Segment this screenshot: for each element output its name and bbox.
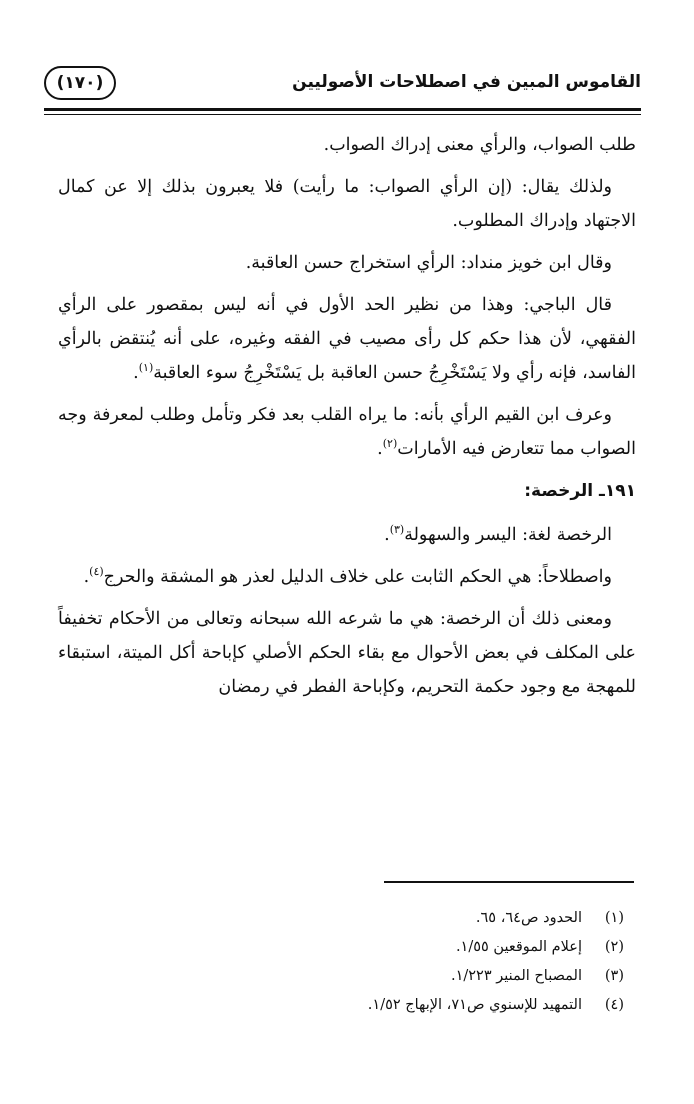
footnote-ref-3[interactable]: (٣) bbox=[389, 523, 405, 537]
footnote-number: (١) bbox=[604, 910, 624, 926]
footnote-number: (٢) bbox=[604, 939, 624, 955]
page-number: (١٧٠) bbox=[44, 66, 116, 100]
footnote-3 bbox=[64, 962, 624, 991]
footnote-number: (٤) bbox=[604, 997, 624, 1013]
body-text bbox=[58, 128, 636, 712]
paragraph-6: الرخصة لغة: اليسر والسهولة$^{(٣)}$. bbox=[384, 523, 612, 545]
paragraph-7: واصطلاحاً: هي الحكم الثابت على خلاف الدليل لعذر هو المشقة والحرج$^{(٤)}$. bbox=[83, 565, 612, 587]
section-heading: ١٩١ـ الرخصة: bbox=[524, 481, 636, 501]
paragraph-1: طلب الصواب، والرأي معنى إدراك الصواب. bbox=[323, 135, 636, 155]
footnote-text: الحدود ص٦٤، ٦٥. bbox=[475, 910, 582, 926]
paragraph-3: وقال ابن خويز منداد: الرأي استخراج حسن العاقبة. bbox=[245, 253, 612, 273]
paragraph-2: ولذلك يقال: (إن الرأي الصواب: ما رأيت) فلا يعبرون بذلك إلا عن كمال الاجتهاد وإدراك المطلوب. bbox=[58, 177, 636, 231]
footnote-text: إعلام الموقعين ١/٥٥. bbox=[455, 939, 582, 955]
page-header bbox=[44, 66, 641, 106]
footnotes bbox=[64, 904, 624, 1020]
footnote-number: (٣) bbox=[604, 968, 624, 984]
footnote-text: المصباح المنير ١/٢٢٣. bbox=[450, 968, 582, 984]
footnote-separator bbox=[384, 881, 634, 883]
book-title: القاموس المبين في اصطلاحات الأصوليين bbox=[292, 72, 641, 92]
paragraph-8: ومعنى ذلك أن الرخصة: هي ما شرعه الله سبحانه وتعالى من الأحكام تخفيفاً على المكلف في بعض الأحوال مع بقاء الحكم الأصلي كإباحة أكل الميتة، استبقاء للمهجة مع وجود حكمة التحريم، وكإباحة الفطر في رمضان bbox=[58, 609, 636, 697]
footnote-4 bbox=[64, 991, 624, 1020]
header-rule-thin bbox=[44, 114, 641, 115]
footnote-text: التمهيد للإسنوي ص٧١، الإبهاج ١/٥٢. bbox=[367, 997, 582, 1013]
paragraph-5: وعرف ابن القيم الرأي بأنه: ما يراه القلب بعد فكر وتأمل وطلب لمعرفة وجه الصواب مما تتعارض فيه الأمارات$^{(٢)}$. bbox=[58, 405, 636, 459]
footnote-ref-2[interactable]: (٢) bbox=[382, 437, 398, 451]
footnote-ref-1[interactable]: (١) bbox=[138, 361, 154, 375]
header-rule-thick bbox=[44, 108, 641, 111]
footnote-ref-4[interactable]: (٤) bbox=[89, 565, 104, 579]
footnote-2 bbox=[64, 933, 624, 962]
footnote-1 bbox=[64, 904, 624, 933]
paragraph-4: قال الباجي: وهذا من نظير الحد الأول في أنه ليس بمقصور على الرأي الفقهي، لأن هذا حكم كل رأى مصيب في الفقه وغيره، على أنه يُنتقض بالرأي الفاسد، فإنه رأي ولا يَسْتَخْرِجُ حسن العاقبة بل يَسْتَخْرِجُ سوء العاقبة$^{(١)}$. bbox=[58, 295, 636, 383]
